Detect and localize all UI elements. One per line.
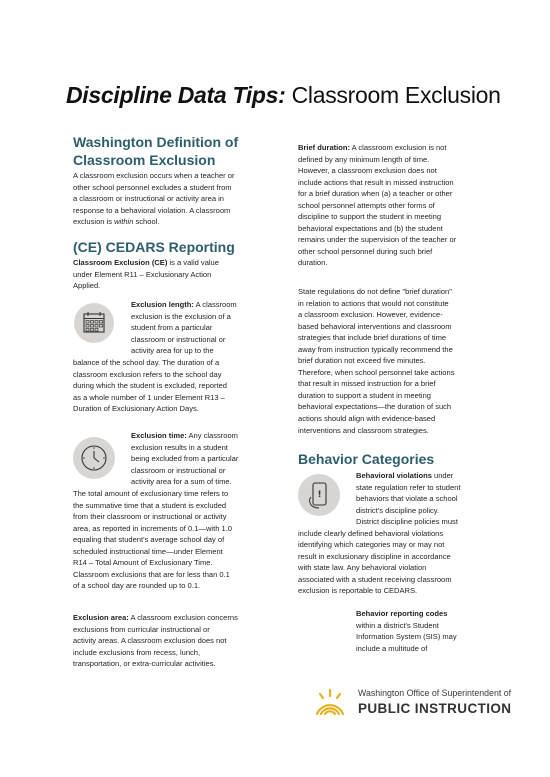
cedars-heading: (CE) CEDARS Reporting (73, 239, 235, 255)
state-regulations-paragraph: State regulations do not define "brief duration" in relation to actions that would not constitute a classroom exclusion. However, evidence- based behavioral interventions and classroom strategies that include brief durations of time away from instruction typically recommend the brief duration not exceed five minutes. Therefore, when school personnel take actions that result in missed instruction for a brief duration to support a student in meeting behavioral expectations—the duration of such actions should align with evidence-based interventions and classroom strategies. (298, 287, 455, 435)
exclusion-time-paragraph: Exclusion time: Any classroom exclusion results in a student being excluded from a particular classroom or instructional or activity area for a sum of time. (131, 431, 239, 487)
behavioral-violations-paragraph: Behavioral violations under state regulation refer to student behaviors that violate a school district's discipline policy. (356, 471, 461, 515)
exclusion-time-continued: The total amount of exclusionary time refers to the summative time that a student is excluded from their classroom or instructional or activity area, as reported in increments of 0.1—with 1.0 equaling that student's average school day of scheduled instructional time—under Element R14 – Total Amount of Exclusionary Time. Classroom exclusions that are for less than 0.1 of a school day are rounded up to 0.1. (73, 489, 232, 591)
behavior-categories-heading: Behavior Categories (298, 451, 435, 467)
footer-agency-line: Washington Office of Superintendent of (358, 688, 512, 698)
brief-duration-paragraph: Brief duration: A classroom exclusion is not defined by any minimum length of time. However, a classroom exclusion does not include actions that result in missed instruction for a brief duration when (a) a teacher or other school personnel attempts other forms of discipline to support the student in meeting behavioral expectations and (b) the student remains under the supervision of the teacher or other school personnel during such brief duration. (298, 143, 457, 268)
exclusion-length-paragraph: Exclusion length: A classroom exclusion is the exclusion of a student from a particular classroom or instructional or activity area for up to the (131, 300, 237, 356)
exclusion-length-continued: balance of the school day. The duration of a classroom exclusion refers to the school day during which the student is excluded, reported as a whole number of 1 under Element R13 – Duration of Exclusionary Action Days. (73, 358, 227, 414)
behavior-reporting-codes-paragraph: Behavior reporting codes within a district's Student Information System (SIS) may include a multitude of (356, 609, 457, 653)
definition-paragraph: A classroom exclusion occurs when a teacher or other school personnel excludes a student from a classroom or instructional or activity area in response to a behavioral violation. A classroom exclusion is within school. (73, 171, 235, 227)
page-title (66, 82, 501, 109)
svg-text:!: ! (317, 490, 322, 500)
title-rest: Classroom Exclusion (285, 82, 501, 108)
clock-icon (73, 437, 115, 479)
footer-agency-name: PUBLIC INSTRUCTION (358, 701, 512, 716)
exclusion-area-paragraph: Exclusion area: A classroom exclusion concerns exclusions from curricular instructional or activity areas. A classroom exclusion does not include exclusions from recess, lunch, transportation, or extra-curricular activities. (73, 613, 238, 669)
behavioral-violations-continued: District discipline policies must include clearly defined behavioral violations identifying which categories may or may not result in exclusionary discipline in accordance with state law. Any behavioral violation associated with a student receiving classroom exclusion is reportable to CEDARS. (298, 517, 458, 596)
definition-heading: Washington Definition of Classroom Exclusion (73, 134, 239, 168)
phone-alert-icon (298, 474, 340, 516)
ospi-logo-icon (312, 684, 348, 720)
title-bold: Discipline Data Tips: (66, 82, 286, 108)
cedars-paragraph: Classroom Exclusion (CE) is a valid value under Element R11 – Exclusionary Action Applied. (73, 258, 219, 291)
calendar-icon (74, 303, 114, 343)
